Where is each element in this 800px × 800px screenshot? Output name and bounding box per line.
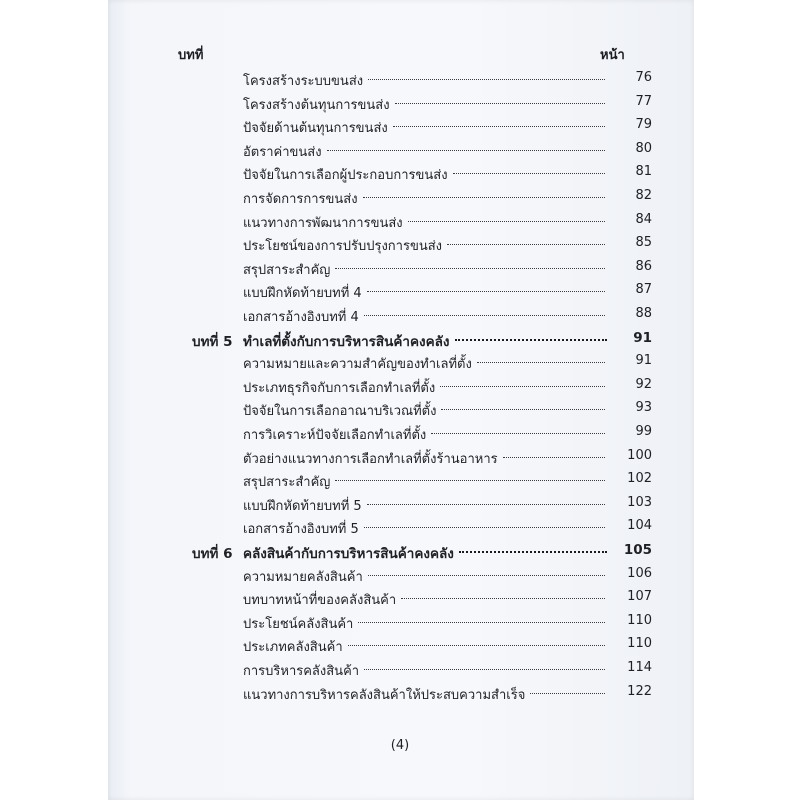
dot-leader — [364, 315, 605, 316]
toc-entry-row — [0, 589, 800, 609]
toc-entry-row — [0, 424, 800, 444]
entry-title: อัตราค่าขนส่ง — [243, 144, 322, 160]
page-number: 92 — [635, 376, 652, 392]
page-number: 80 — [635, 140, 652, 156]
entry-title: ความหมายคลังสินค้า — [243, 569, 363, 585]
entry-title: เอกสารอ้างอิงบทที่ 5 — [243, 522, 359, 538]
page-number: 93 — [635, 400, 652, 416]
dot-leader — [477, 362, 605, 363]
page-number: 122 — [627, 683, 652, 699]
dot-leader — [367, 291, 605, 292]
page-number: 91 — [633, 329, 652, 346]
page-number: 104 — [627, 518, 652, 534]
entry-title: โครงสร้างต้นทุนการขนส่ง — [243, 97, 390, 113]
toc-entry-row — [0, 259, 800, 279]
entry-title: การจัดการการขนส่ง — [243, 192, 358, 207]
toc-entry-row — [0, 117, 800, 137]
entry-title: ความหมายและความสำคัญของทำเลที่ตั้ง — [243, 357, 472, 373]
entry-title: ตัวอย่างแนวทางการเลือกทำเลที่ตั้งร้านอาหาร — [243, 451, 498, 467]
dot-leader — [401, 598, 605, 599]
dot-leader — [368, 575, 605, 576]
page-number: 103 — [627, 494, 652, 510]
entry-title: การวิเคราะห์ปัจจัยเลือกทำเลที่ตั้ง — [243, 428, 427, 443]
dot-leader — [364, 669, 605, 670]
entry-title: การบริหารคลังสินค้า — [243, 664, 360, 679]
page-number: 105 — [623, 542, 652, 558]
page-column-header: หน้า — [600, 48, 625, 63]
entry-title: เอกสารอ้างอิงบทที่ 4 — [243, 310, 359, 325]
dot-leader — [335, 268, 605, 269]
page-number: 84 — [635, 211, 652, 227]
page-number: 100 — [627, 447, 652, 463]
entry-title: ประโยชน์คลังสินค้า — [243, 616, 354, 632]
page-number: 106 — [627, 565, 652, 581]
toc-entry-row — [0, 282, 800, 302]
dot-leader — [327, 150, 605, 151]
entry-title: แนวทางการพัฒนาการขนส่ง — [243, 215, 403, 231]
toc-entry-row — [0, 495, 800, 515]
entry-title: แบบฝึกหัดท้ายบทที่ 4 — [243, 286, 362, 302]
entry-title: สรุปสาระสำคัญ — [243, 262, 331, 278]
toc-entry-row — [0, 306, 800, 326]
chapter-title: ทำเลที่ตั้งกับการบริหารสินค้าคงคลัง — [243, 333, 450, 350]
page-number: 91 — [635, 353, 652, 369]
entry-title: บทบาทหน้าที่ของคลังสินค้า — [243, 593, 397, 609]
page-number: 110 — [627, 612, 652, 628]
toc-entry-row — [0, 613, 800, 633]
dot-leader — [358, 622, 605, 623]
dot-leader — [363, 197, 605, 198]
toc-entry-row — [0, 353, 800, 373]
toc-entry-row — [0, 518, 800, 538]
entry-title: ปัจจัยในการเลือกอาณาบริเวณที่ตั้ง — [243, 404, 437, 420]
toc-entry-row — [0, 141, 800, 161]
toc-entry-row — [0, 94, 800, 114]
toc-entry-row — [0, 400, 800, 420]
page-number: 86 — [635, 258, 652, 274]
toc-entry-row — [0, 636, 800, 656]
page-number: 102 — [627, 471, 652, 487]
entry-title: โครงสร้างระบบขนส่ง — [243, 74, 364, 89]
toc-chapter-row — [0, 330, 800, 350]
toc-entry-row — [0, 471, 800, 491]
toc-entry-row — [0, 448, 800, 468]
page-number: 88 — [635, 306, 652, 321]
dot-leader — [503, 457, 605, 458]
toc-chapter-row — [0, 542, 800, 562]
toc-entry-row — [0, 377, 800, 397]
page-number: 85 — [635, 235, 652, 251]
page-number: 81 — [635, 164, 652, 180]
dot-leader — [408, 221, 605, 222]
dot-leader — [393, 126, 605, 127]
dot-leader — [368, 79, 605, 80]
page-number: 107 — [627, 589, 652, 605]
chapter-number: บทที่ 5 — [192, 333, 233, 350]
entry-title: แนวทางการบริหารคลังสินค้าให้ประสบความสำเร็จ — [243, 687, 526, 703]
chapter-title: คลังสินค้ากับการบริหารสินค้าคงคลัง — [243, 546, 454, 562]
chapter-number: บทที่ 6 — [192, 546, 233, 562]
toc-entry-row — [0, 188, 800, 208]
page-number: 76 — [635, 70, 652, 85]
toc-entry-row — [0, 660, 800, 680]
entry-title: แบบฝึกหัดท้ายบทที่ 5 — [243, 498, 362, 514]
dot-leader — [447, 244, 605, 245]
page-number: 110 — [627, 636, 652, 652]
chapter-column-header: บทที่ — [178, 48, 204, 63]
toc-entry-row — [0, 684, 800, 704]
dot-leader — [441, 409, 605, 410]
toc-entry-row — [0, 235, 800, 255]
dot-leader — [335, 480, 605, 481]
page-number: 79 — [635, 117, 652, 133]
entry-title: ประเภทธุรกิจกับการเลือกทำเลที่ตั้ง — [243, 380, 436, 396]
toc-entry-row — [0, 212, 800, 232]
dot-leader — [367, 504, 605, 505]
page-number: 82 — [635, 188, 652, 203]
page-number: 99 — [635, 424, 652, 439]
page-footer-number: (4) — [390, 738, 410, 753]
entry-title: ปัจจัยด้านต้นทุนการขนส่ง — [243, 121, 388, 137]
dot-leader — [440, 386, 605, 387]
toc-entry-row — [0, 164, 800, 184]
dot-leader — [453, 173, 605, 174]
dot-leader — [348, 645, 605, 646]
entry-title: ปัจจัยในการเลือกผู้ประกอบการขนส่ง — [243, 168, 448, 184]
dot-leader — [395, 103, 605, 104]
dot-leader — [455, 339, 607, 341]
page-number: 77 — [635, 93, 652, 109]
page-number: 87 — [635, 282, 652, 298]
dot-leader — [459, 551, 607, 553]
dot-leader — [530, 693, 605, 694]
dot-leader — [364, 527, 605, 528]
page-number: 114 — [627, 660, 652, 675]
dot-leader — [431, 433, 605, 434]
entry-title: ประโยชน์ของการปรับปรุงการขนส่ง — [243, 239, 442, 255]
toc-entry-row — [0, 566, 800, 586]
entry-title: ประเภทคลังสินค้า — [243, 640, 343, 656]
entry-title: สรุปสาระสำคัญ — [243, 475, 331, 491]
toc-entry-row — [0, 70, 800, 90]
